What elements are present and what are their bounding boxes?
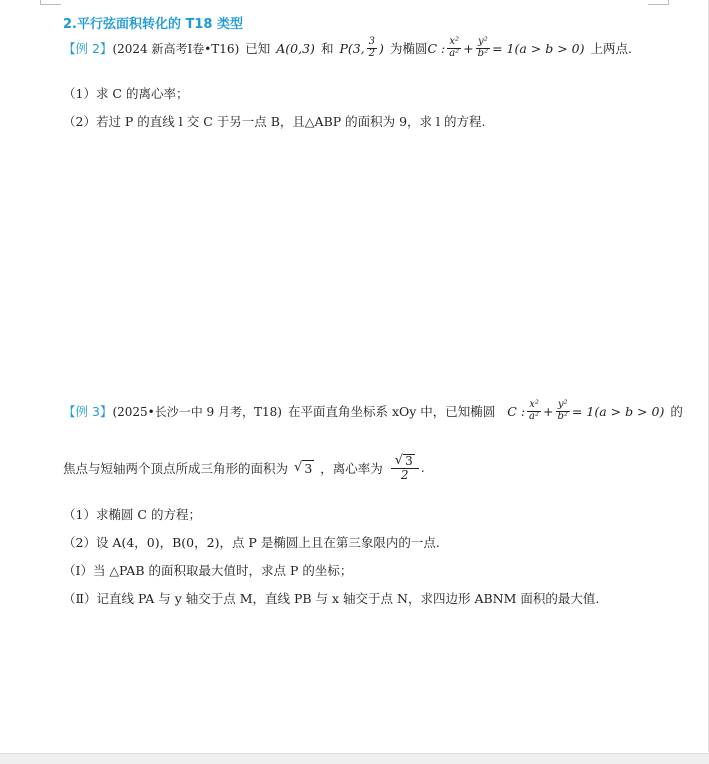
example2-tag: 【例 2】 <box>63 41 113 56</box>
section-title: 2.平行弦面积转化的 T18 类型 <box>63 17 243 32</box>
example2-source: (2024 新高考Ⅰ卷•T16) <box>112 41 240 56</box>
example3-eccentricity-fraction <box>391 454 419 481</box>
example2-x-term <box>447 37 461 59</box>
example3-eccentricity-radicand: 3 <box>405 454 413 468</box>
example2-y-denominator: b² <box>477 47 489 59</box>
example3-x-numerator: x² <box>529 399 539 410</box>
example3-question-2-ii: （Ⅱ）记直线 PA 与 y 轴交于点 M，直线 PB 与 x 轴交于点 N，求四边形 ABNM 面积的最大值. <box>63 591 600 606</box>
example2-point-p-fraction <box>367 37 377 59</box>
example3-plus: + <box>543 403 554 419</box>
example3-x-term <box>527 400 541 422</box>
sqrt-radical-icon: √ <box>294 459 303 475</box>
bottom-scroll-bar[interactable] <box>0 753 709 764</box>
example3-curve-name: C : <box>507 403 526 419</box>
example3-eccentricity-sqrt <box>395 454 415 468</box>
example2-point-p-denominator: 2 <box>368 47 376 59</box>
example3-text-de: 的 <box>670 404 683 419</box>
example3-text-area: 焦点与短轴两个顶点所成三角形的面积为 <box>63 460 289 476</box>
example2-y-term <box>476 37 490 59</box>
example2-point-p-prefix: P(3, <box>339 40 365 56</box>
example2-point-p-suffix: ) <box>379 40 384 56</box>
example2-text-and: 和 <box>320 41 334 56</box>
example2-point-p-numerator: 3 <box>368 36 376 47</box>
example3-y-numerator: y² <box>557 399 568 410</box>
example2-y-numerator: y² <box>478 36 488 47</box>
example2-statement <box>63 37 632 59</box>
example3-text-eccentricity: ，离心率为 <box>320 460 383 476</box>
example2-x-denominator: a² <box>449 47 460 59</box>
example2-text-is: 为椭圆 <box>389 41 428 56</box>
example3-statement-line2 <box>63 454 425 481</box>
example3-question-2: （2）设 A(4，0)，B(0，2)，点 P 是椭圆上且在第三象限内的一点. <box>63 535 440 550</box>
example3-source: (2025•长沙一中 9 月考，T18) <box>112 404 282 419</box>
example3-eccentricity-tail: . <box>420 460 425 476</box>
example3-statement <box>63 400 683 422</box>
example3-eccentricity-numerator <box>391 454 419 469</box>
example2-question-2: （2）若过 P 的直线 l 交 C 于另一点 B，且△ABP 的面积为 9，求 l 的方程. <box>63 114 486 129</box>
example3-y-denominator: b² <box>557 410 568 422</box>
example3-sqrt-area <box>294 460 314 476</box>
example2-point-a: A(0,3) <box>276 40 315 56</box>
page-corner-mark-right <box>648 0 669 5</box>
example2-x-numerator: x² <box>449 36 460 47</box>
example2-plus: + <box>463 40 474 56</box>
example2-equation-condition: = 1(a > b > 0) <box>492 40 585 56</box>
example3-equation-condition: = 1(a > b > 0) <box>571 403 665 419</box>
example2-question-1: （1）求 C 的离心率； <box>63 86 189 101</box>
page-corner-mark-left <box>40 0 61 5</box>
example3-tag: 【例 3】 <box>63 404 113 419</box>
example3-y-term <box>556 400 570 422</box>
example3-question-1: （1）求椭圆 C 的方程； <box>63 507 201 522</box>
sqrt-radical-icon: √ <box>394 453 404 468</box>
example3-sqrt-area-radicand: 3 <box>304 460 313 476</box>
example2-curve-name: C : <box>427 40 446 56</box>
example2-text-known: 已知 <box>245 41 271 56</box>
example3-x-denominator: a² <box>529 410 540 422</box>
example2-text-tail: 上两点. <box>590 41 632 56</box>
example3-eccentricity-denominator: 2 <box>400 467 409 482</box>
example3-question-2-i: （Ⅰ）当 △PAB 的面积取最大值时，求点 P 的坐标； <box>63 563 353 578</box>
example3-text-intro: 在平面直角坐标系 xOy 中，已知椭圆 <box>287 404 496 419</box>
